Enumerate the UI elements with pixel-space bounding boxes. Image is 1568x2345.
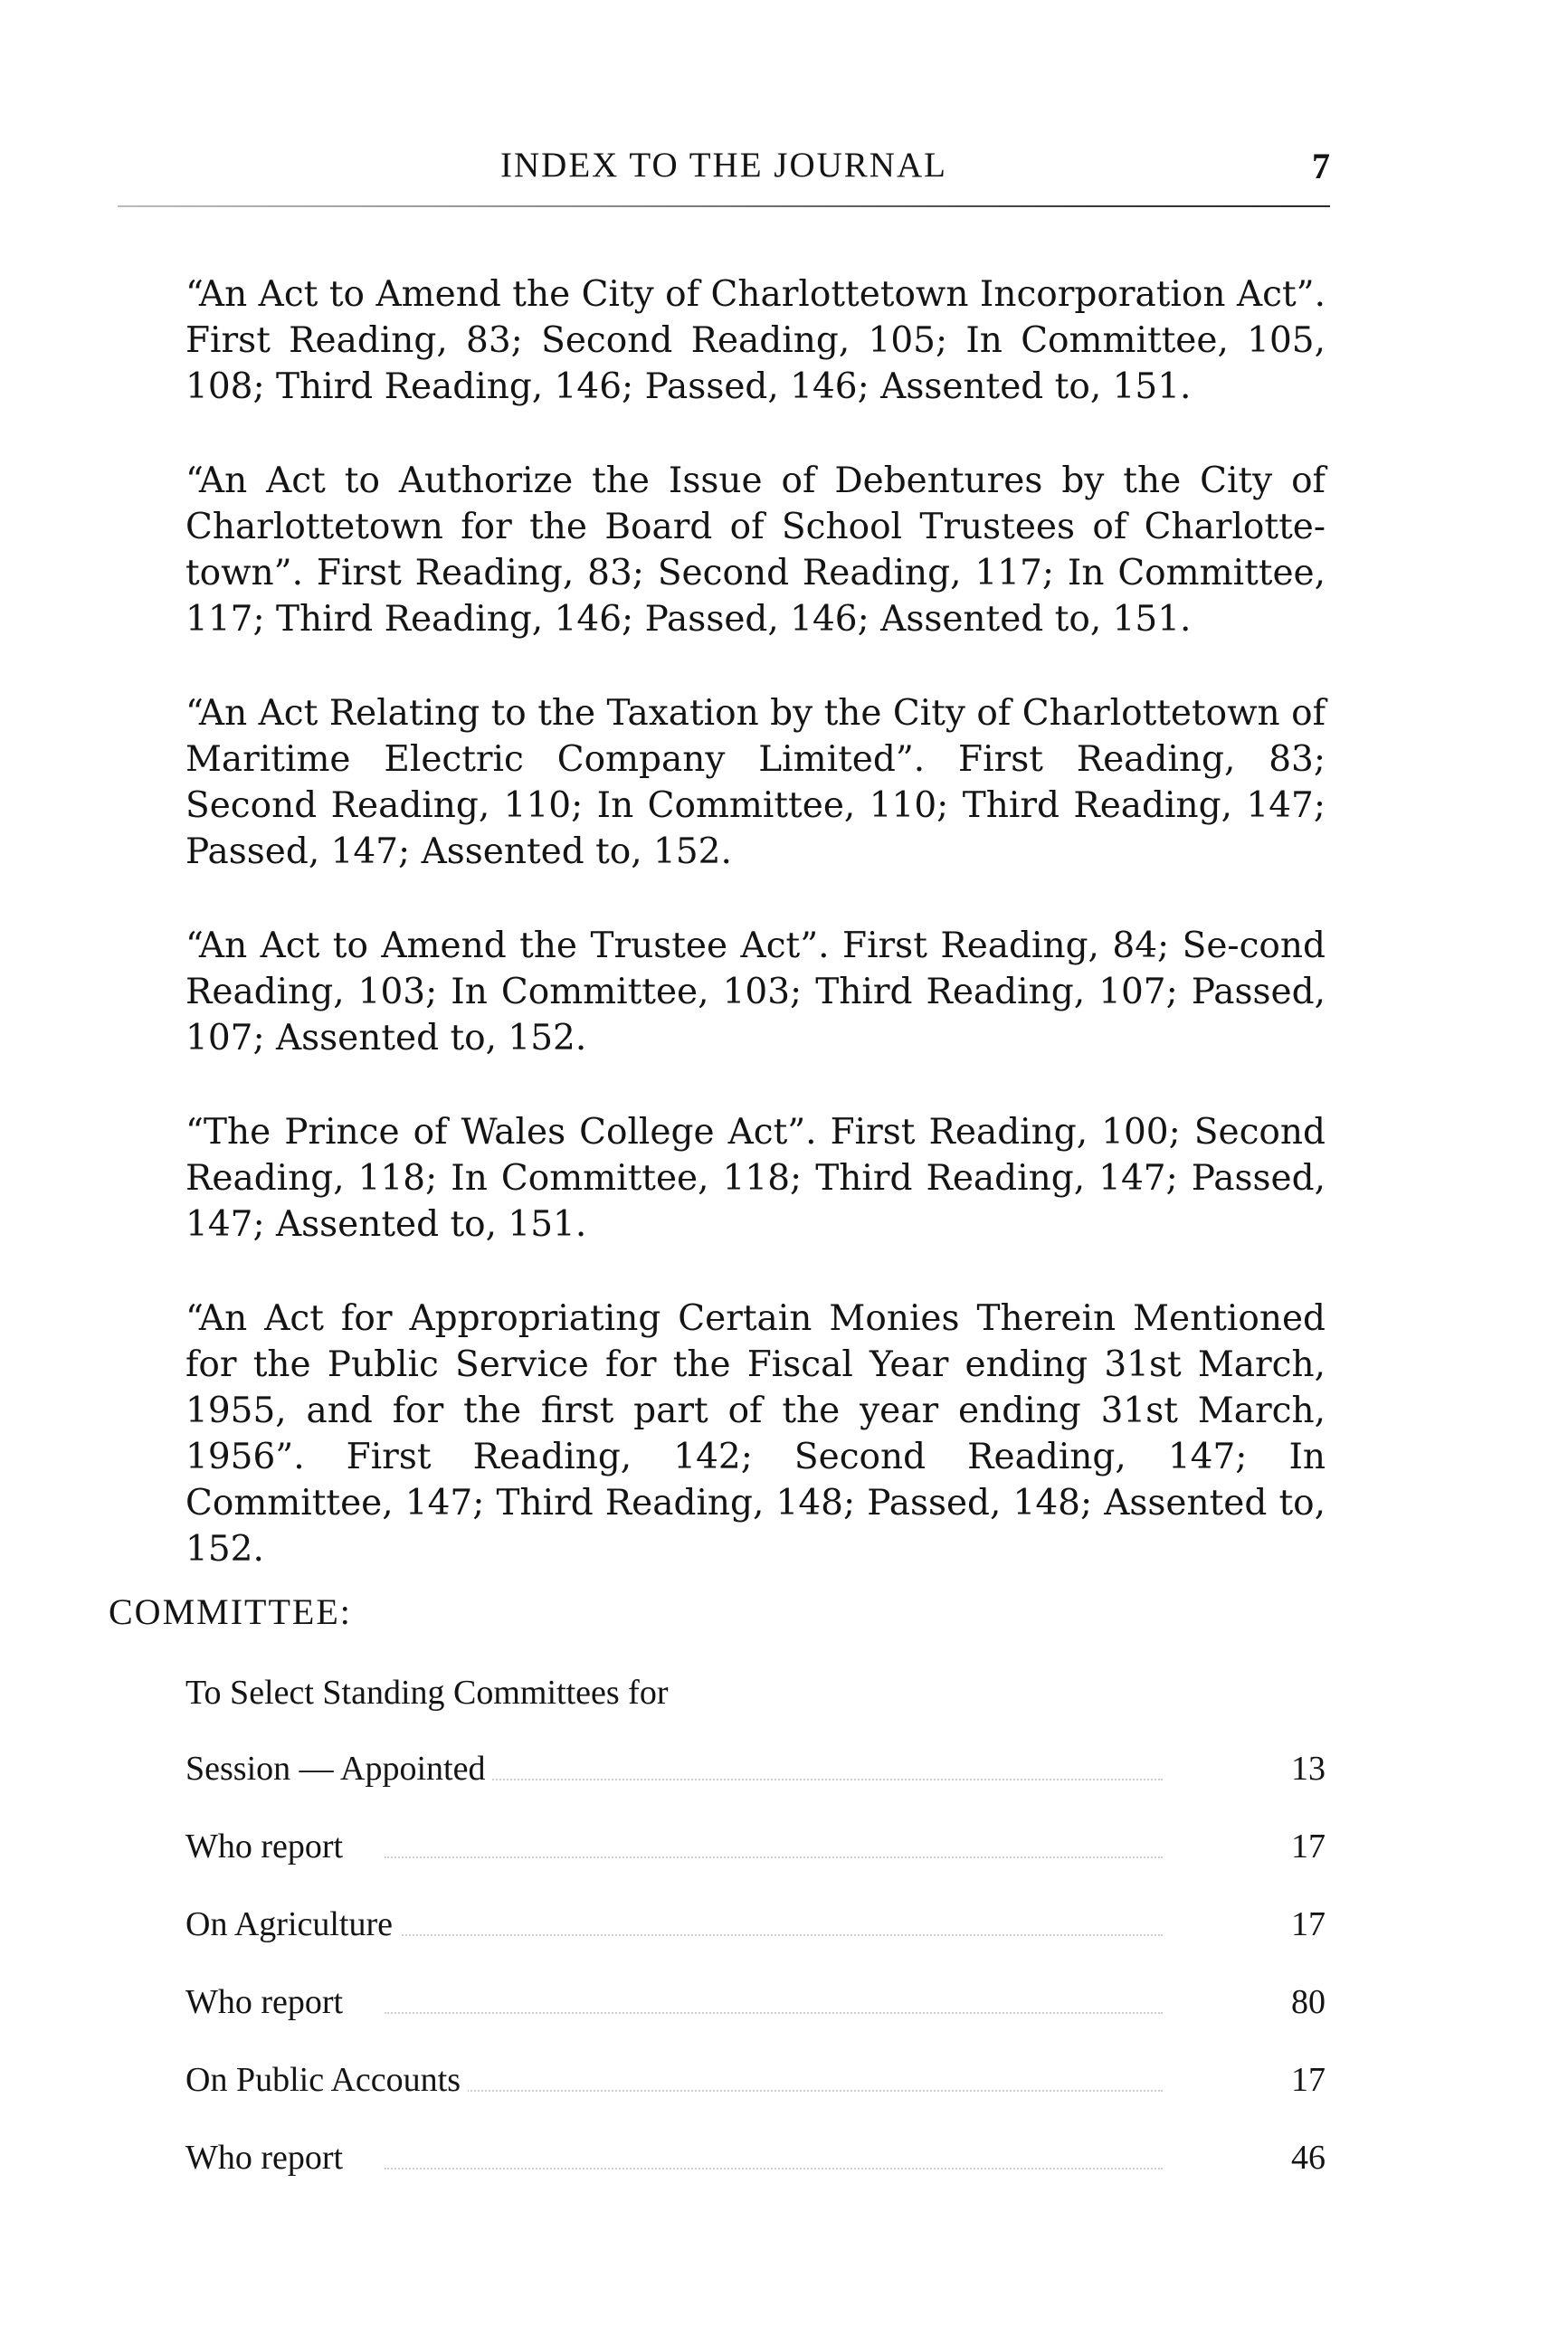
committee-row-label: Who report <box>185 1824 350 1869</box>
committee-row-page: 46 <box>1291 2139 1326 2177</box>
committee-row-label: Session — Appointed <box>185 1746 492 1791</box>
committee-row <box>185 1902 1326 1979</box>
header-rule <box>118 205 1330 207</box>
committee-row-page: 17 <box>1291 1828 1326 1866</box>
dot-leader <box>385 2012 1163 2014</box>
dot-leader <box>385 2168 1163 2169</box>
committee-row-page: 13 <box>1291 1750 1326 1788</box>
committee-row <box>185 1824 1326 1902</box>
committee-heading: COMMITTEE: <box>109 1591 352 1632</box>
committee-row <box>185 2057 1326 2135</box>
act-entry-amend-trustee-act: “An Act to Amend the Trustee Act”. First Reading, 84; Se-cond Reading, 103; In Committee, 103; Third Reading, 107; Passed, 107; Assented to, 152. <box>185 926 1326 1059</box>
page-number: 7 <box>1312 146 1330 186</box>
committee-intro: To Select Standing Committees for <box>185 1674 669 1712</box>
committee-row-page: 17 <box>1291 2061 1326 2099</box>
committee-row-label: On Public Accounts <box>185 2057 468 2103</box>
act-entry-prince-of-wales-college: “The Prince of Wales College Act”. First Reading, 100; Second Reading, 118; In Committee, 118; Third Reading, 147; Passed, 147; Assented to, 151. <box>185 1112 1326 1245</box>
committee-index <box>185 1670 1326 2213</box>
dot-leader <box>385 1779 1163 1780</box>
running-title: INDEX TO THE JOURNAL <box>500 146 947 185</box>
act-entry-taxation-maritime-electric: “An Act Relating to the Taxation by the City of Charlottetown of Maritime Electric Company Limited”. First Reading, 83; Second Reading, 110; In Committee, 110; Third Reading, 147; Passed, 147; Assented to, 152. <box>185 693 1326 872</box>
act-entry-amend-charlottetown-incorporation: “An Act to Amend the City of Charlottetown Incorporation Act”. First Reading, 83; Second Reading, 105; In Committee, 105, 108; Third Reading, 146; Passed, 146; Assented to, 151. <box>185 274 1326 407</box>
dot-leader <box>385 1934 1163 1936</box>
committee-row-page: 17 <box>1291 1905 1326 1943</box>
committee-row <box>185 2135 1326 2213</box>
dot-leader <box>385 2090 1163 2092</box>
committee-row-label: Who report <box>185 2135 350 2180</box>
committee-row <box>185 1746 1326 1824</box>
committee-row <box>185 1979 1326 2057</box>
dot-leader <box>385 1856 1163 1858</box>
act-entry-appropriating-monies: “An Act for Appropriating Certain Monies Therein Mentioned for the Public Service for the Fiscal Year ending 31st March, 1955, and for the first part of the year ending 31st March, 1956”. First Reading, 142; Second Reading, 147; In Committee, 147; Third Reading, 148; Passed, 148; Assented to, 152. <box>185 1298 1326 1570</box>
committee-row-label: On Agriculture <box>185 1902 400 1947</box>
act-entry-debentures-school-trustees: “An Act to Authorize the Issue of Debentures by the City of Charlottetown for the Board of School Trustees of Charlotte-town”. First Reading, 83; Second Reading, 117; In Committee, 117; Third Reading, 146; Passed, 146; Assented to, 151. <box>185 460 1326 640</box>
act-entries <box>185 271 1326 1620</box>
committee-row-page: 80 <box>1291 1983 1326 2021</box>
committee-row-label: Who report <box>185 1979 350 2025</box>
page-header <box>118 145 1330 208</box>
